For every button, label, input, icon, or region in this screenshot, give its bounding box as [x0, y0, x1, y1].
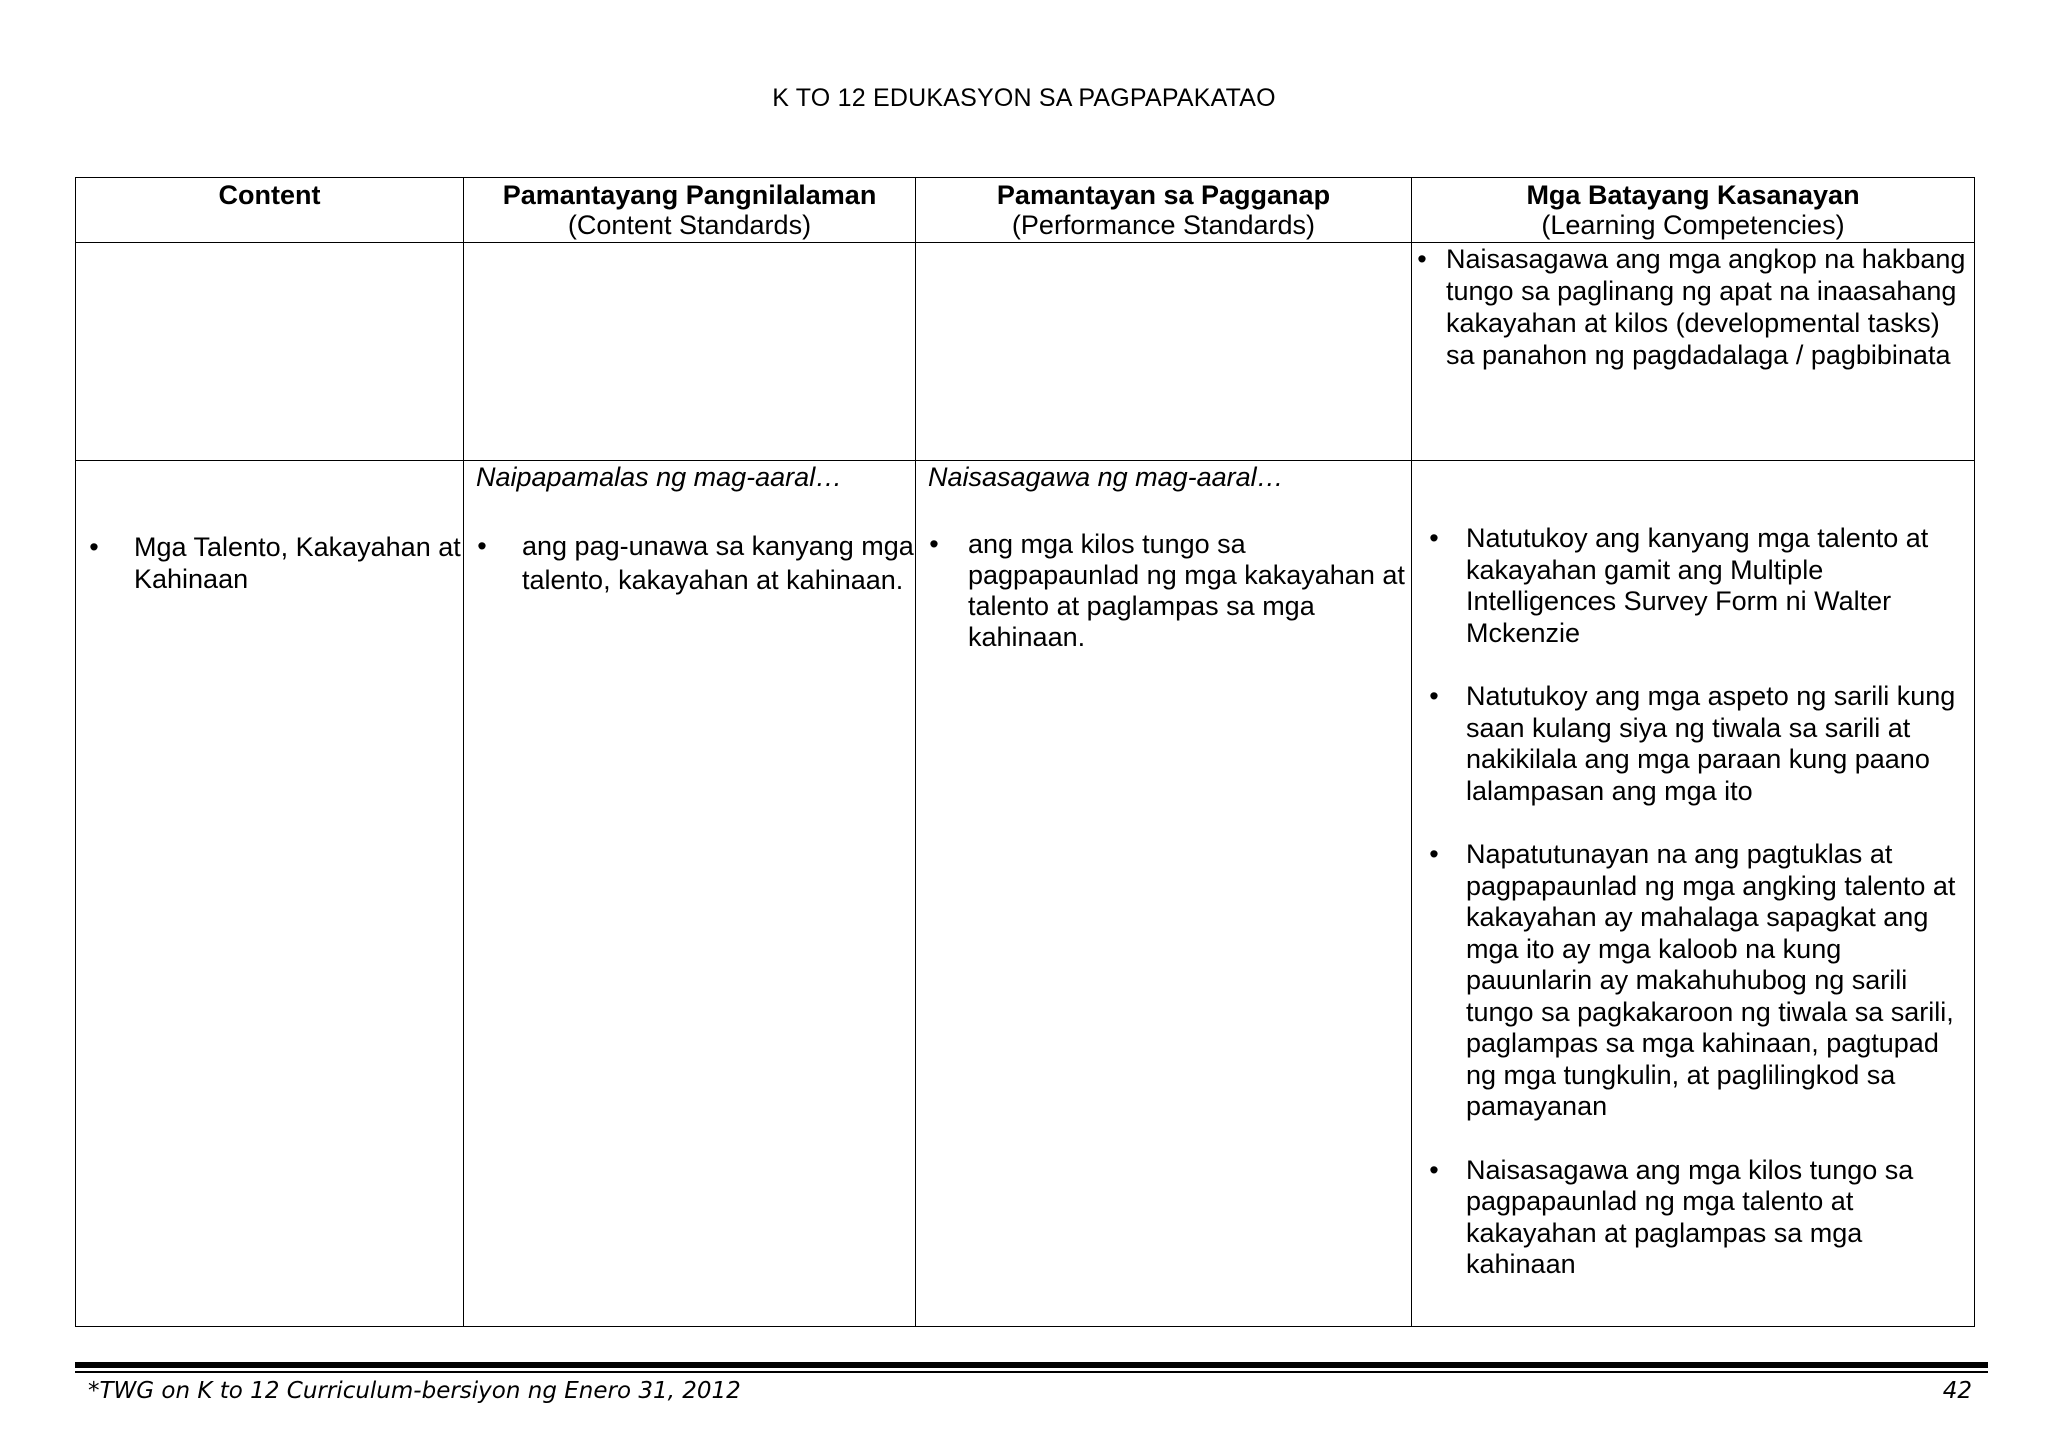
performance-standards-intro: Naisasagawa ng mag-aaral… [928, 462, 1284, 492]
cell-content-standards-empty [464, 243, 916, 461]
column-header-main: Content [218, 180, 321, 210]
cell-performance-standards-empty [916, 243, 1412, 461]
competency-text: Naisasagawa ang mga angkop na hakbang tungo sa paglinang ng apat na inaasahang kakayahan at kilos (developmental tasks) sa panahon ng pagdadalaga / pagbibinata [1446, 244, 1966, 370]
bullet-icon: • [1429, 839, 1439, 869]
column-header-main: Mga Batayang Kasanayan [1526, 180, 1860, 210]
bullet-icon: • [1429, 1154, 1439, 1185]
bullet-icon: • [1417, 244, 1427, 274]
page-header-title: K TO 12 EDUKASYON SA PAGPAPAKATAO [772, 84, 1276, 112]
cell-performance-standards [916, 461, 1412, 1327]
list-item [924, 529, 1411, 653]
cell-learning-competencies [1412, 461, 1975, 1327]
competency-text: Naisasagawa ang mga kilos tungo sa pagpapaunlad ng mga talento at kakayahan at paglampas sa mga kahinaan [1466, 1154, 1914, 1279]
cell-content-standards [464, 461, 916, 1327]
column-header-learning-competencies [1412, 178, 1975, 243]
list-item [1412, 243, 1974, 371]
column-header-sub: (Performance Standards) [1011, 210, 1316, 240]
footer-divider [75, 1362, 1988, 1368]
bullet-icon: • [477, 531, 487, 561]
content-standards-list [464, 529, 915, 597]
list-item [1424, 523, 1974, 649]
content-standards-intro: Naipapamalas ng mag-aaral… [476, 462, 843, 492]
bullet-icon: • [1429, 681, 1439, 711]
competency-text: Napatutunayan na ang pagtuklas at pagpapaunlad ng mga angking talento at kakayahan ay mahalaga sapagkat ang mga ito ay mga kaloob na kung pauunlarin ay makahuhubog ng sarili tungo sa pagkakaroon ng tiwala sa sarili, paglampas sa mga kahinaan, pagtupad ng mga tungkulin, at paglilingkod sa pamayanan [1466, 839, 1956, 1121]
performance-standard-text: ang mga kilos tungo sa pagpapaunlad ng mga kakayahan at talento at paglampas sa mga kahinaan. [968, 529, 1405, 652]
content-standard-text: ang pag-unawa sa kanyang mga talento, kakayahan at kahinaan. [522, 531, 914, 595]
bullet-icon: • [929, 529, 939, 559]
list-item [1424, 681, 1974, 807]
column-header-performance-standards [916, 178, 1412, 243]
competency-text: Natutukoy ang mga aspeto ng sarili kung saan kulang siya ng tiwala sa sarili at nakikilala ang mga paraan kung paano lalampasan ang mga ito [1466, 681, 1956, 806]
bullet-icon: • [89, 532, 99, 562]
cell-content-empty [76, 243, 464, 461]
footer-source-note: *TWG on K to 12 Curriculum-bersiyon ng Enero 31, 2012 [88, 1378, 741, 1404]
performance-standards-list [916, 529, 1411, 653]
bullet-icon: • [1429, 523, 1439, 553]
column-header-content [76, 178, 464, 243]
column-header-sub: (Learning Competencies) [1541, 210, 1845, 240]
list-item [1424, 839, 1974, 1123]
table-row [76, 243, 1975, 461]
list-item [84, 531, 463, 595]
content-list [76, 531, 463, 595]
competency-list [1412, 243, 1974, 371]
column-header-main: Pamantayang Pangnilalaman [502, 180, 877, 210]
footer-divider-thin [75, 1371, 1988, 1373]
column-header-main: Pamantayan sa Pagganap [996, 180, 1331, 210]
cell-content [76, 461, 464, 1327]
column-header-sub: (Content Standards) [567, 210, 812, 240]
competency-list [1412, 523, 1974, 1281]
content-text: Mga Talento, Kakayahan at Kahinaan [134, 532, 461, 594]
table-row [76, 461, 1975, 1327]
list-item [1424, 1155, 1974, 1281]
curriculum-table [75, 177, 1975, 1327]
table-header-row [76, 178, 1975, 243]
column-header-content-standards [464, 178, 916, 243]
page-number: 42 [1942, 1378, 1972, 1404]
list-item [472, 529, 915, 597]
cell-learning-competencies [1412, 243, 1975, 461]
competency-text: Natutukoy ang kanyang mga talento at kakayahan gamit ang Multiple Intelligences Survey Form ni Walter Mckenzie [1466, 523, 1929, 648]
